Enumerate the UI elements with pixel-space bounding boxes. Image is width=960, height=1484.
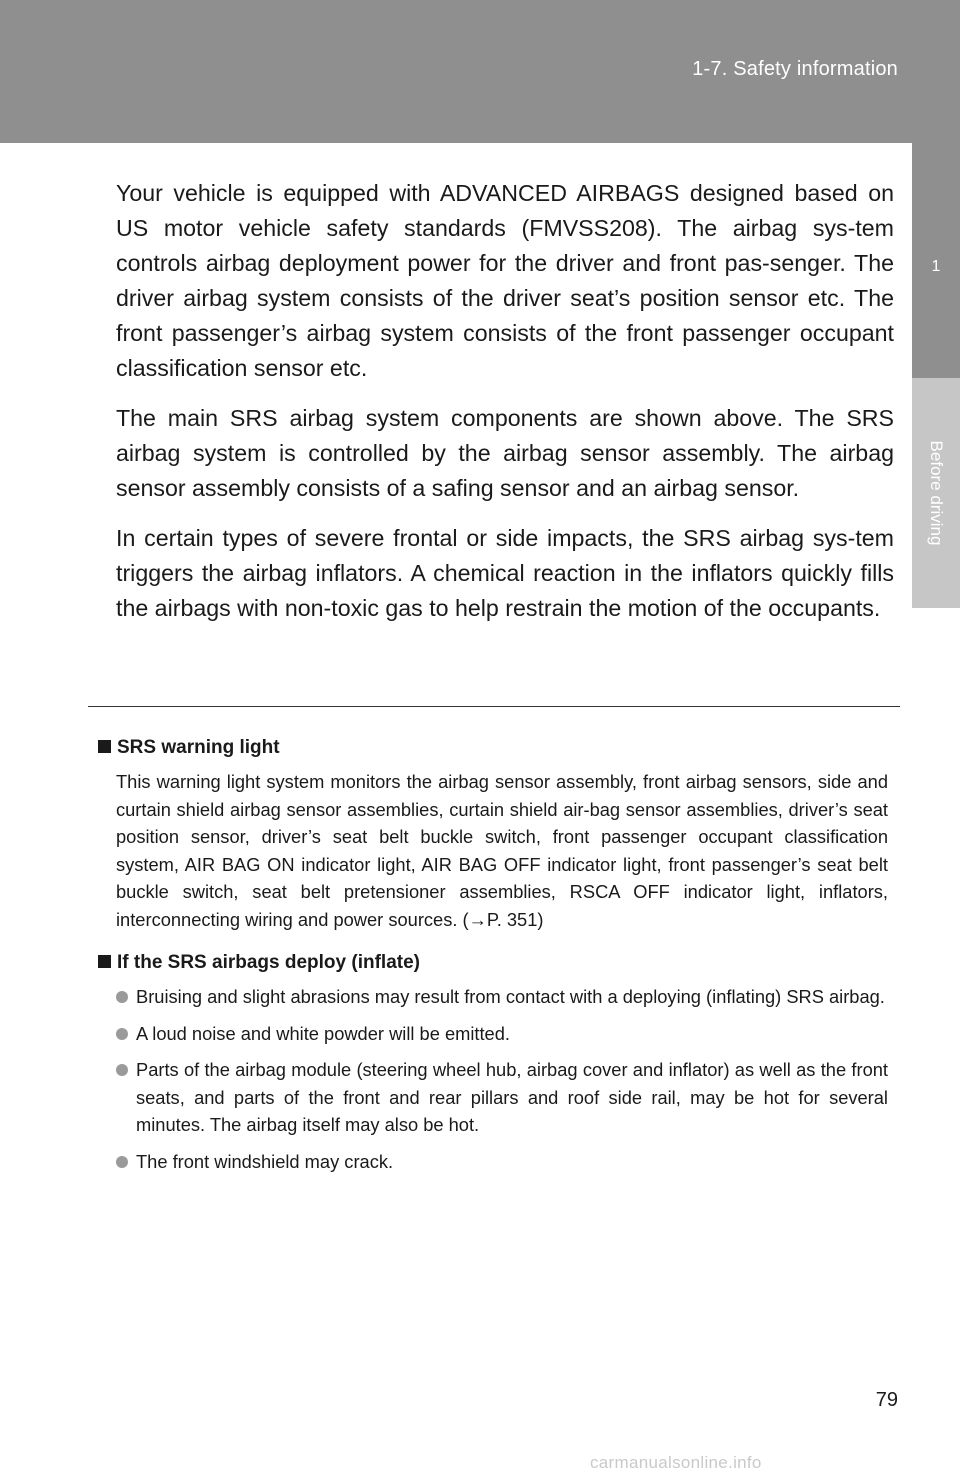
deploy-heading-text: If the SRS airbags deploy (inflate) <box>117 952 420 973</box>
paragraph-srs-components: The main SRS airbag system components are shown above. The SRS airbag system is controlled by the airbag sensor assembly. The airbag sensor assembly consists of a safing sensor and an airbag sensor. <box>116 405 894 501</box>
srs-warning-body: This warning light system monitors the airbag sensor assembly, front airbag sensors, side and curtain shield airbag sensor assemblies, curtain shield air-bag sensor assemblies, driver’s seat position sensor, driver’s seat belt buckle switch, front passenger occupant classification system, AIR BAG ON indicator light, AIR BAG OFF indicator light, front passenger’s seat belt buckle switch, seat belt pretensioner assemblies, RSCA OFF indicator light, inflators, interconnecting wiring and power sources. (→P. 351) <box>116 771 888 930</box>
list-item: Bruising and slight abrasions may result from contact with a deploying (inflating) SRS airbag. <box>116 983 888 1011</box>
square-bullet-icon <box>98 740 111 753</box>
paragraph-advanced-airbags: Your vehicle is equipped with ADVANCED AIRBAGS designed based on US motor vehicle safety standards (FMVSS208). The airbag sys-tem controls airbag deployment power for the driver and front pas-senger. The driver airbag system consists of the driver seat’s position sensor etc. The front passenger’s airbag system consists of the front passenger occupant classification sensor etc. <box>116 180 894 381</box>
srs-warning-heading <box>98 734 888 762</box>
list-item: The front windshield may crack. <box>116 1148 888 1176</box>
main-text <box>116 176 894 641</box>
circle-bullet-icon <box>116 1156 128 1168</box>
notes-section <box>98 734 888 1184</box>
page-number: 79 <box>875 1389 898 1411</box>
list-item: A loud noise and white powder will be emitted. <box>116 1020 888 1048</box>
chapter-number: 1 <box>931 258 941 275</box>
circle-bullet-icon <box>116 1064 128 1076</box>
circle-bullet-icon <box>116 991 128 1003</box>
list-item: Parts of the airbag module (steering wheel hub, airbag cover and inflator) as well as the front seats, and parts of the front and rear pillars and roof side rail, may be hot for several minutes. The airbag itself may also be hot. <box>116 1056 888 1139</box>
watermark: carmanualsonline.info <box>590 1453 762 1472</box>
chapter-label: Before driving <box>927 440 946 546</box>
deploy-heading <box>98 949 888 977</box>
section-title: 1-7. Safety information <box>692 58 898 80</box>
paragraph-impacts: In certain types of severe frontal or side impacts, the SRS airbag sys-tem triggers the airbag inflators. A chemical reaction in the inflators quickly fills the airbags with non-toxic gas to help restrain the motion of the occupants. <box>116 525 894 621</box>
srs-warning-heading-text: SRS warning light <box>117 737 280 758</box>
section-divider <box>88 706 900 707</box>
circle-bullet-icon <box>116 1028 128 1040</box>
square-bullet-icon <box>98 955 111 968</box>
